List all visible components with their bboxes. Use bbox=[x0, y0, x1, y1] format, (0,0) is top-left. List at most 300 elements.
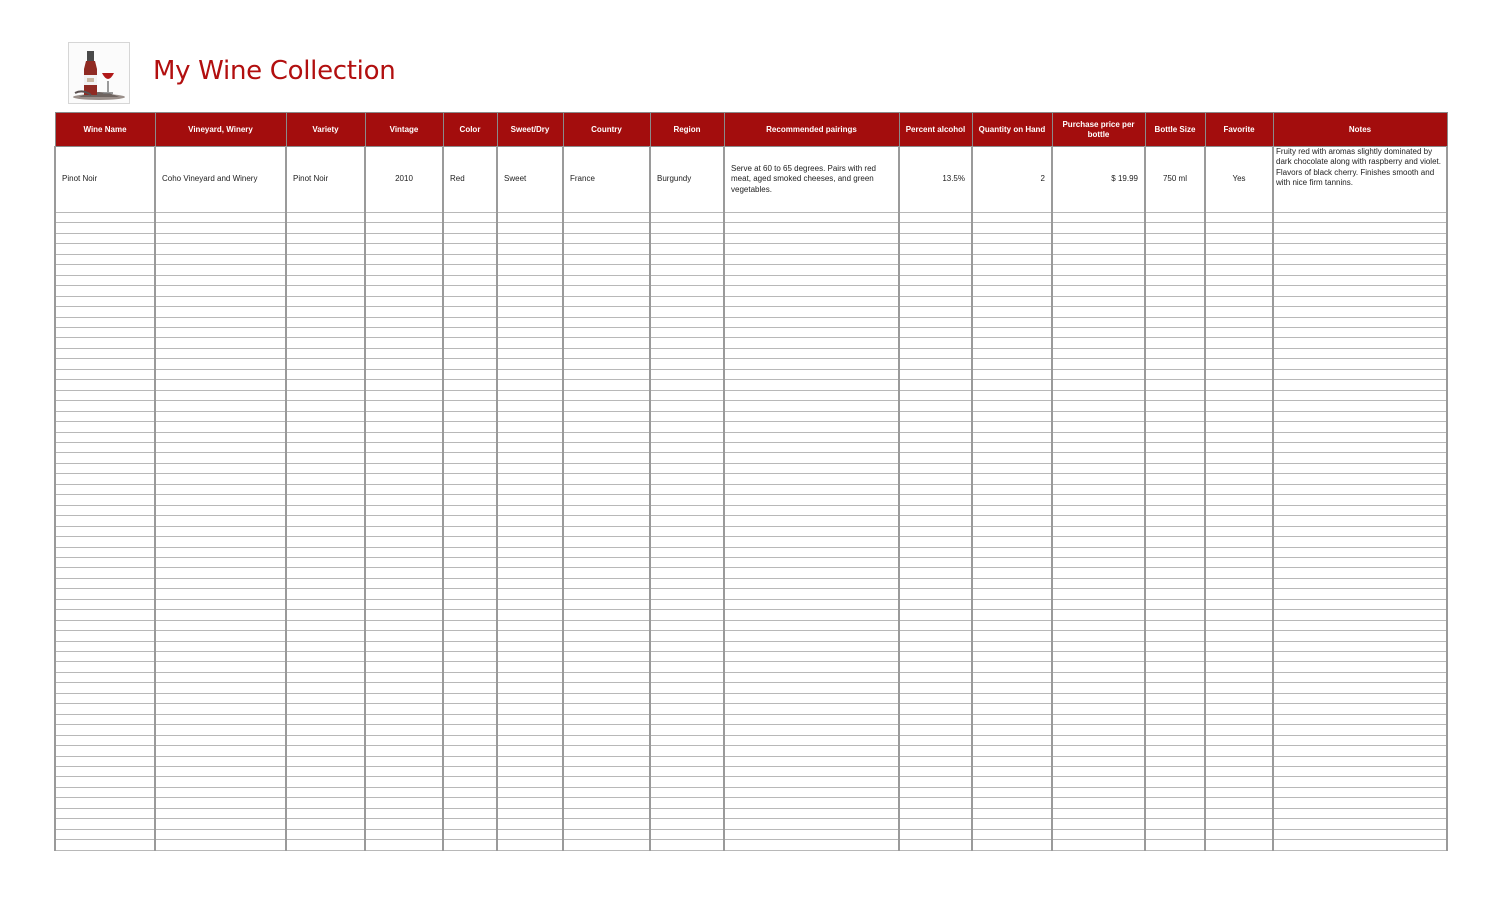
empty-cell[interactable] bbox=[1273, 578, 1447, 588]
empty-cell[interactable] bbox=[563, 463, 650, 473]
empty-cell[interactable] bbox=[497, 484, 563, 494]
empty-cell[interactable] bbox=[286, 578, 365, 588]
empty-cell[interactable] bbox=[1205, 620, 1273, 630]
empty-cell[interactable] bbox=[1052, 265, 1145, 275]
empty-cell[interactable] bbox=[1052, 746, 1145, 756]
empty-cell[interactable] bbox=[1205, 442, 1273, 452]
cell-wine-name[interactable]: Pinot Noir bbox=[55, 147, 155, 213]
empty-cell[interactable] bbox=[1205, 704, 1273, 714]
empty-cell[interactable] bbox=[365, 317, 443, 327]
empty-cell[interactable] bbox=[497, 213, 563, 223]
empty-cell[interactable] bbox=[724, 620, 899, 630]
empty-cell[interactable] bbox=[899, 620, 972, 630]
empty-cell[interactable] bbox=[1273, 620, 1447, 630]
empty-cell[interactable] bbox=[55, 380, 155, 390]
empty-cell[interactable] bbox=[724, 223, 899, 233]
empty-cell[interactable] bbox=[899, 233, 972, 243]
empty-cell[interactable] bbox=[724, 213, 899, 223]
empty-cell[interactable] bbox=[497, 359, 563, 369]
empty-cell[interactable] bbox=[899, 453, 972, 463]
empty-cell[interactable] bbox=[563, 484, 650, 494]
empty-cell[interactable] bbox=[286, 787, 365, 797]
empty-cell[interactable] bbox=[1145, 547, 1205, 557]
empty-cell[interactable] bbox=[724, 537, 899, 547]
empty-cell[interactable] bbox=[155, 307, 286, 317]
empty-cell[interactable] bbox=[563, 411, 650, 421]
empty-cell[interactable] bbox=[1145, 338, 1205, 348]
empty-cell[interactable] bbox=[724, 557, 899, 567]
empty-cell[interactable] bbox=[497, 254, 563, 264]
empty-cell[interactable] bbox=[55, 411, 155, 421]
empty-cell[interactable] bbox=[155, 411, 286, 421]
empty-cell[interactable] bbox=[443, 568, 497, 578]
empty-cell[interactable] bbox=[365, 568, 443, 578]
empty-cell[interactable] bbox=[972, 652, 1052, 662]
empty-cell[interactable] bbox=[1273, 516, 1447, 526]
empty-cell[interactable] bbox=[1205, 641, 1273, 651]
empty-cell[interactable] bbox=[1052, 683, 1145, 693]
empty-cell[interactable] bbox=[1145, 829, 1205, 839]
empty-cell[interactable] bbox=[1205, 516, 1273, 526]
empty-cell[interactable] bbox=[1145, 672, 1205, 682]
empty-cell[interactable] bbox=[497, 578, 563, 588]
empty-cell[interactable] bbox=[1273, 442, 1447, 452]
empty-cell[interactable] bbox=[724, 725, 899, 735]
empty-cell[interactable] bbox=[1205, 756, 1273, 766]
empty-cell[interactable] bbox=[286, 390, 365, 400]
empty-cell[interactable] bbox=[55, 620, 155, 630]
empty-cell[interactable] bbox=[899, 631, 972, 641]
empty-cell[interactable] bbox=[1145, 411, 1205, 421]
empty-cell[interactable] bbox=[443, 223, 497, 233]
empty-cell[interactable] bbox=[55, 275, 155, 285]
empty-cell[interactable] bbox=[899, 787, 972, 797]
empty-cell[interactable] bbox=[563, 704, 650, 714]
empty-cell[interactable] bbox=[1205, 819, 1273, 829]
empty-cell[interactable] bbox=[55, 683, 155, 693]
empty-cell[interactable] bbox=[899, 422, 972, 432]
empty-cell[interactable] bbox=[286, 348, 365, 358]
empty-cell[interactable] bbox=[1205, 505, 1273, 515]
empty-cell[interactable] bbox=[497, 474, 563, 484]
empty-cell[interactable] bbox=[286, 829, 365, 839]
empty-cell[interactable] bbox=[155, 275, 286, 285]
empty-cell[interactable] bbox=[497, 307, 563, 317]
empty-cell[interactable] bbox=[1273, 463, 1447, 473]
empty-cell[interactable] bbox=[365, 631, 443, 641]
empty-cell[interactable] bbox=[563, 819, 650, 829]
empty-cell[interactable] bbox=[972, 223, 1052, 233]
empty-cell[interactable] bbox=[563, 495, 650, 505]
empty-cell[interactable] bbox=[1145, 401, 1205, 411]
empty-cell[interactable] bbox=[1205, 526, 1273, 536]
empty-cell[interactable] bbox=[497, 453, 563, 463]
empty-cell[interactable] bbox=[365, 359, 443, 369]
empty-cell[interactable] bbox=[497, 296, 563, 306]
empty-cell[interactable] bbox=[972, 296, 1052, 306]
empty-cell[interactable] bbox=[1273, 296, 1447, 306]
empty-cell[interactable] bbox=[1145, 662, 1205, 672]
empty-cell[interactable] bbox=[286, 840, 365, 850]
empty-cell[interactable] bbox=[724, 693, 899, 703]
empty-cell[interactable] bbox=[155, 453, 286, 463]
empty-cell[interactable] bbox=[55, 338, 155, 348]
empty-cell[interactable] bbox=[563, 453, 650, 463]
empty-cell[interactable] bbox=[55, 233, 155, 243]
empty-cell[interactable] bbox=[497, 286, 563, 296]
empty-cell[interactable] bbox=[365, 547, 443, 557]
empty-cell[interactable] bbox=[1052, 704, 1145, 714]
empty-cell[interactable] bbox=[899, 442, 972, 452]
empty-cell[interactable] bbox=[899, 463, 972, 473]
empty-cell[interactable] bbox=[1145, 767, 1205, 777]
empty-cell[interactable] bbox=[497, 223, 563, 233]
empty-cell[interactable] bbox=[155, 547, 286, 557]
empty-cell[interactable] bbox=[899, 537, 972, 547]
empty-cell[interactable] bbox=[972, 432, 1052, 442]
empty-cell[interactable] bbox=[724, 578, 899, 588]
empty-cell[interactable] bbox=[155, 516, 286, 526]
empty-cell[interactable] bbox=[650, 275, 724, 285]
empty-cell[interactable] bbox=[1052, 286, 1145, 296]
empty-cell[interactable] bbox=[55, 557, 155, 567]
empty-cell[interactable] bbox=[1205, 484, 1273, 494]
empty-cell[interactable] bbox=[1052, 411, 1145, 421]
empty-cell[interactable] bbox=[563, 422, 650, 432]
empty-cell[interactable] bbox=[563, 327, 650, 337]
empty-cell[interactable] bbox=[286, 213, 365, 223]
empty-cell[interactable] bbox=[365, 725, 443, 735]
empty-cell[interactable] bbox=[155, 557, 286, 567]
empty-cell[interactable] bbox=[563, 474, 650, 484]
empty-cell[interactable] bbox=[365, 484, 443, 494]
empty-cell[interactable] bbox=[155, 777, 286, 787]
empty-cell[interactable] bbox=[1052, 735, 1145, 745]
empty-cell[interactable] bbox=[972, 526, 1052, 536]
empty-cell[interactable] bbox=[899, 641, 972, 651]
empty-cell[interactable] bbox=[1052, 819, 1145, 829]
empty-cell[interactable] bbox=[365, 411, 443, 421]
empty-cell[interactable] bbox=[286, 683, 365, 693]
empty-cell[interactable] bbox=[365, 662, 443, 672]
empty-cell[interactable] bbox=[563, 254, 650, 264]
cell-vintage[interactable]: 2010 bbox=[365, 147, 443, 213]
empty-cell[interactable] bbox=[650, 652, 724, 662]
empty-cell[interactable] bbox=[155, 578, 286, 588]
empty-cell[interactable] bbox=[650, 265, 724, 275]
empty-cell[interactable] bbox=[1052, 275, 1145, 285]
empty-cell[interactable] bbox=[497, 704, 563, 714]
empty-cell[interactable] bbox=[1052, 380, 1145, 390]
empty-cell[interactable] bbox=[1205, 725, 1273, 735]
empty-cell[interactable] bbox=[155, 380, 286, 390]
empty-cell[interactable] bbox=[724, 589, 899, 599]
empty-cell[interactable] bbox=[972, 798, 1052, 808]
empty-cell[interactable] bbox=[1145, 390, 1205, 400]
empty-cell[interactable] bbox=[899, 756, 972, 766]
empty-cell[interactable] bbox=[497, 275, 563, 285]
empty-cell[interactable] bbox=[972, 557, 1052, 567]
empty-cell[interactable] bbox=[899, 714, 972, 724]
empty-cell[interactable] bbox=[1273, 327, 1447, 337]
empty-cell[interactable] bbox=[365, 578, 443, 588]
empty-cell[interactable] bbox=[1205, 610, 1273, 620]
empty-cell[interactable] bbox=[563, 275, 650, 285]
empty-cell[interactable] bbox=[899, 401, 972, 411]
empty-cell[interactable] bbox=[1273, 735, 1447, 745]
empty-cell[interactable] bbox=[724, 453, 899, 463]
empty-cell[interactable] bbox=[1145, 484, 1205, 494]
empty-cell[interactable] bbox=[443, 296, 497, 306]
empty-cell[interactable] bbox=[1052, 233, 1145, 243]
empty-cell[interactable] bbox=[443, 756, 497, 766]
empty-cell[interactable] bbox=[1205, 317, 1273, 327]
empty-cell[interactable] bbox=[650, 725, 724, 735]
empty-cell[interactable] bbox=[1205, 244, 1273, 254]
empty-cell[interactable] bbox=[1145, 380, 1205, 390]
empty-cell[interactable] bbox=[650, 411, 724, 421]
empty-cell[interactable] bbox=[899, 829, 972, 839]
empty-cell[interactable] bbox=[1052, 672, 1145, 682]
empty-cell[interactable] bbox=[443, 453, 497, 463]
empty-cell[interactable] bbox=[563, 537, 650, 547]
empty-cell[interactable] bbox=[1145, 327, 1205, 337]
empty-cell[interactable] bbox=[972, 390, 1052, 400]
empty-cell[interactable] bbox=[650, 505, 724, 515]
empty-cell[interactable] bbox=[1145, 714, 1205, 724]
col-purchase-price[interactable]: Purchase price per bottle bbox=[1052, 113, 1145, 147]
empty-cell[interactable] bbox=[972, 840, 1052, 850]
empty-cell[interactable] bbox=[1145, 359, 1205, 369]
empty-cell[interactable] bbox=[55, 547, 155, 557]
empty-cell[interactable] bbox=[443, 233, 497, 243]
empty-cell[interactable] bbox=[155, 631, 286, 641]
empty-cell[interactable] bbox=[899, 777, 972, 787]
empty-cell[interactable] bbox=[365, 223, 443, 233]
empty-cell[interactable] bbox=[1205, 338, 1273, 348]
empty-cell[interactable] bbox=[724, 735, 899, 745]
empty-cell[interactable] bbox=[497, 819, 563, 829]
empty-cell[interactable] bbox=[155, 599, 286, 609]
empty-cell[interactable] bbox=[1273, 547, 1447, 557]
empty-cell[interactable] bbox=[1145, 683, 1205, 693]
empty-cell[interactable] bbox=[563, 714, 650, 724]
empty-cell[interactable] bbox=[155, 254, 286, 264]
empty-cell[interactable] bbox=[650, 714, 724, 724]
cell-notes[interactable]: Fruity red with aromas slightly dominated by dark chocolate along with raspberry and violet. Flavors of black cherry. Finishes smooth and with nice firm tannins. bbox=[1273, 147, 1447, 213]
empty-cell[interactable] bbox=[1205, 432, 1273, 442]
empty-cell[interactable] bbox=[365, 599, 443, 609]
empty-cell[interactable] bbox=[1273, 672, 1447, 682]
empty-cell[interactable] bbox=[286, 589, 365, 599]
col-variety[interactable]: Variety bbox=[286, 113, 365, 147]
empty-cell[interactable] bbox=[563, 233, 650, 243]
empty-cell[interactable] bbox=[650, 620, 724, 630]
empty-cell[interactable] bbox=[497, 746, 563, 756]
empty-cell[interactable] bbox=[155, 348, 286, 358]
empty-cell[interactable] bbox=[497, 767, 563, 777]
empty-cell[interactable] bbox=[899, 557, 972, 567]
empty-cell[interactable] bbox=[724, 568, 899, 578]
empty-cell[interactable] bbox=[724, 829, 899, 839]
empty-cell[interactable] bbox=[563, 401, 650, 411]
empty-cell[interactable] bbox=[1052, 296, 1145, 306]
empty-cell[interactable] bbox=[1052, 798, 1145, 808]
col-bottle-size[interactable]: Bottle Size bbox=[1145, 113, 1205, 147]
empty-cell[interactable] bbox=[1273, 787, 1447, 797]
empty-cell[interactable] bbox=[1273, 474, 1447, 484]
cell-vineyard-winery[interactable]: Coho Vineyard and Winery bbox=[155, 147, 286, 213]
empty-cell[interactable] bbox=[1205, 652, 1273, 662]
empty-cell[interactable] bbox=[497, 829, 563, 839]
empty-cell[interactable] bbox=[1052, 401, 1145, 411]
empty-cell[interactable] bbox=[1145, 620, 1205, 630]
empty-cell[interactable] bbox=[155, 327, 286, 337]
empty-cell[interactable] bbox=[724, 254, 899, 264]
empty-cell[interactable] bbox=[1205, 495, 1273, 505]
empty-cell[interactable] bbox=[650, 599, 724, 609]
empty-cell[interactable] bbox=[724, 777, 899, 787]
empty-cell[interactable] bbox=[155, 338, 286, 348]
empty-cell[interactable] bbox=[286, 756, 365, 766]
empty-cell[interactable] bbox=[1273, 840, 1447, 850]
cell-percent-alcohol[interactable]: 13.5% bbox=[899, 147, 972, 213]
empty-cell[interactable] bbox=[1273, 338, 1447, 348]
empty-cell[interactable] bbox=[1205, 213, 1273, 223]
empty-cell[interactable] bbox=[155, 505, 286, 515]
empty-cell[interactable] bbox=[1205, 307, 1273, 317]
empty-cell[interactable] bbox=[899, 254, 972, 264]
empty-cell[interactable] bbox=[55, 714, 155, 724]
empty-cell[interactable] bbox=[1052, 725, 1145, 735]
empty-cell[interactable] bbox=[497, 620, 563, 630]
empty-cell[interactable] bbox=[443, 725, 497, 735]
empty-cell[interactable] bbox=[724, 610, 899, 620]
empty-cell[interactable] bbox=[899, 474, 972, 484]
empty-cell[interactable] bbox=[497, 338, 563, 348]
empty-cell[interactable] bbox=[365, 767, 443, 777]
empty-cell[interactable] bbox=[724, 672, 899, 682]
empty-cell[interactable] bbox=[155, 369, 286, 379]
empty-cell[interactable] bbox=[286, 662, 365, 672]
empty-cell[interactable] bbox=[1145, 233, 1205, 243]
empty-cell[interactable] bbox=[1273, 307, 1447, 317]
empty-cell[interactable] bbox=[650, 547, 724, 557]
empty-cell[interactable] bbox=[1205, 537, 1273, 547]
empty-cell[interactable] bbox=[155, 787, 286, 797]
empty-cell[interactable] bbox=[443, 369, 497, 379]
empty-cell[interactable] bbox=[1273, 829, 1447, 839]
empty-cell[interactable] bbox=[55, 296, 155, 306]
empty-cell[interactable] bbox=[724, 233, 899, 243]
empty-cell[interactable] bbox=[1145, 787, 1205, 797]
empty-cell[interactable] bbox=[55, 484, 155, 494]
empty-cell[interactable] bbox=[724, 317, 899, 327]
empty-cell[interactable] bbox=[972, 317, 1052, 327]
empty-cell[interactable] bbox=[1205, 589, 1273, 599]
empty-cell[interactable] bbox=[443, 463, 497, 473]
empty-cell[interactable] bbox=[563, 380, 650, 390]
empty-cell[interactable] bbox=[1205, 631, 1273, 641]
empty-cell[interactable] bbox=[1145, 244, 1205, 254]
empty-cell[interactable] bbox=[972, 233, 1052, 243]
empty-cell[interactable] bbox=[650, 589, 724, 599]
cell-country[interactable]: France bbox=[563, 147, 650, 213]
empty-cell[interactable] bbox=[55, 610, 155, 620]
empty-cell[interactable] bbox=[899, 359, 972, 369]
empty-cell[interactable] bbox=[497, 672, 563, 682]
empty-cell[interactable] bbox=[55, 808, 155, 818]
empty-cell[interactable] bbox=[1273, 652, 1447, 662]
empty-cell[interactable] bbox=[443, 359, 497, 369]
empty-cell[interactable] bbox=[155, 746, 286, 756]
empty-cell[interactable] bbox=[497, 380, 563, 390]
empty-cell[interactable] bbox=[1052, 631, 1145, 641]
empty-cell[interactable] bbox=[1205, 568, 1273, 578]
empty-cell[interactable] bbox=[650, 296, 724, 306]
empty-cell[interactable] bbox=[1145, 725, 1205, 735]
col-wine-name[interactable]: Wine Name bbox=[55, 113, 155, 147]
empty-cell[interactable] bbox=[1052, 537, 1145, 547]
empty-cell[interactable] bbox=[650, 683, 724, 693]
empty-cell[interactable] bbox=[443, 840, 497, 850]
empty-cell[interactable] bbox=[724, 704, 899, 714]
empty-cell[interactable] bbox=[1205, 254, 1273, 264]
empty-cell[interactable] bbox=[155, 714, 286, 724]
empty-cell[interactable] bbox=[1205, 422, 1273, 432]
empty-cell[interactable] bbox=[563, 568, 650, 578]
empty-cell[interactable] bbox=[972, 254, 1052, 264]
empty-cell[interactable] bbox=[724, 484, 899, 494]
cell-purchase-price[interactable]: $ 19.99 bbox=[1052, 147, 1145, 213]
empty-cell[interactable] bbox=[650, 735, 724, 745]
empty-cell[interactable] bbox=[650, 557, 724, 567]
empty-cell[interactable] bbox=[365, 338, 443, 348]
empty-cell[interactable] bbox=[1052, 756, 1145, 766]
empty-cell[interactable] bbox=[286, 557, 365, 567]
empty-cell[interactable] bbox=[497, 463, 563, 473]
empty-cell[interactable] bbox=[563, 610, 650, 620]
empty-cell[interactable] bbox=[724, 307, 899, 317]
empty-cell[interactable] bbox=[972, 422, 1052, 432]
empty-cell[interactable] bbox=[1052, 829, 1145, 839]
empty-cell[interactable] bbox=[1052, 547, 1145, 557]
empty-cell[interactable] bbox=[972, 683, 1052, 693]
empty-cell[interactable] bbox=[55, 348, 155, 358]
empty-cell[interactable] bbox=[286, 620, 365, 630]
empty-cell[interactable] bbox=[724, 746, 899, 756]
empty-cell[interactable] bbox=[365, 348, 443, 358]
empty-cell[interactable] bbox=[972, 704, 1052, 714]
empty-cell[interactable] bbox=[1145, 275, 1205, 285]
empty-cell[interactable] bbox=[1052, 620, 1145, 630]
empty-cell[interactable] bbox=[650, 610, 724, 620]
empty-cell[interactable] bbox=[899, 223, 972, 233]
empty-cell[interactable] bbox=[972, 327, 1052, 337]
empty-cell[interactable] bbox=[1205, 411, 1273, 421]
empty-cell[interactable] bbox=[155, 798, 286, 808]
empty-cell[interactable] bbox=[55, 735, 155, 745]
empty-cell[interactable] bbox=[443, 557, 497, 567]
empty-cell[interactable] bbox=[1052, 213, 1145, 223]
col-notes[interactable]: Notes bbox=[1273, 113, 1447, 147]
empty-cell[interactable] bbox=[650, 787, 724, 797]
empty-cell[interactable] bbox=[724, 808, 899, 818]
empty-cell[interactable] bbox=[1205, 327, 1273, 337]
empty-cell[interactable] bbox=[286, 432, 365, 442]
empty-cell[interactable] bbox=[1052, 327, 1145, 337]
empty-cell[interactable] bbox=[899, 840, 972, 850]
